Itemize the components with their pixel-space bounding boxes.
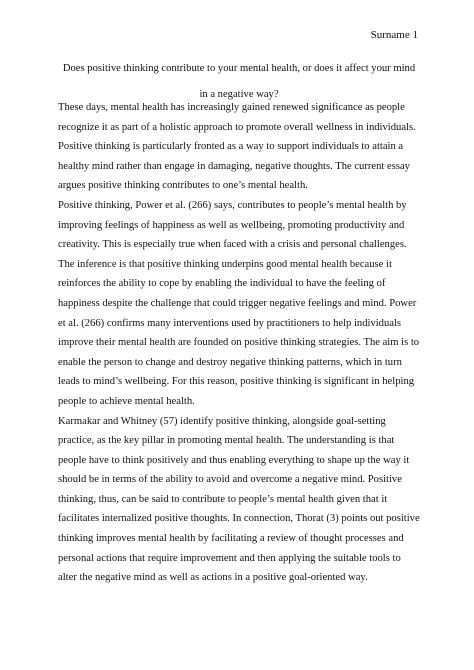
- paragraph-power: Positive thinking, Power et al. (266) says, contributes to people’s mental health by improving feelings of happiness as well as wellbeing, promoting productivity and creativity. This is especially true when faced with a crisis and personal challenges. The inference is that positive thinking underpins good mental health because it reinforces the ability to cope by enabling the individual to have the feeling of happiness despite the challenge that could trigger negative feelings and mind. Power et al. (266) confirms many interventions used by practitioners to help individuals improve their mental health are founded on positive thinking strategies. The aim is to enable the person to change and destroy negative thinking patterns, which in turn leads to mind’s wellbeing. For this reason, positive thinking is significant in helping people to achieve mental health.: [58, 199, 420, 407]
- essay-body: [58, 98, 422, 588]
- essay-title: Does positive thinking contribute to your mental health, or does it affect your mind in a negative way?: [62, 63, 416, 100]
- paragraph-intro: These days, mental health has increasingly gained renewed significance as people recognize it as part of a holistic approach to promote overall wellness in individuals. Positive thinking is particularly fronted as a way to support individuals to attain a healthy mind rather than engage in damaging, negative thoughts. The current essay argues positive thinking contributes to one’s mental health.: [58, 102, 416, 192]
- running-head: Surname 1: [370, 29, 418, 41]
- paragraph-karmakar: Karmakar and Whitney (57) identify positive thinking, alongside goal-setting practice, as the key pillar in promoting mental health. The understanding is that people have to think positively and thus enabling everything to shape up the way it should be in terms of the ability to avoid and overcome a negative mind. Positive thinking, thus, can be said to contribute to people’s mental health given that it facilitates internalized positive thoughts. In connection, Thorat (3) points out positive thinking improves mental health by facilitating a review of thought processes and personal actions that require improvement and then applying the suitable tools to alter the negative mind as well as actions in a positive goal-oriented way.: [58, 415, 420, 584]
